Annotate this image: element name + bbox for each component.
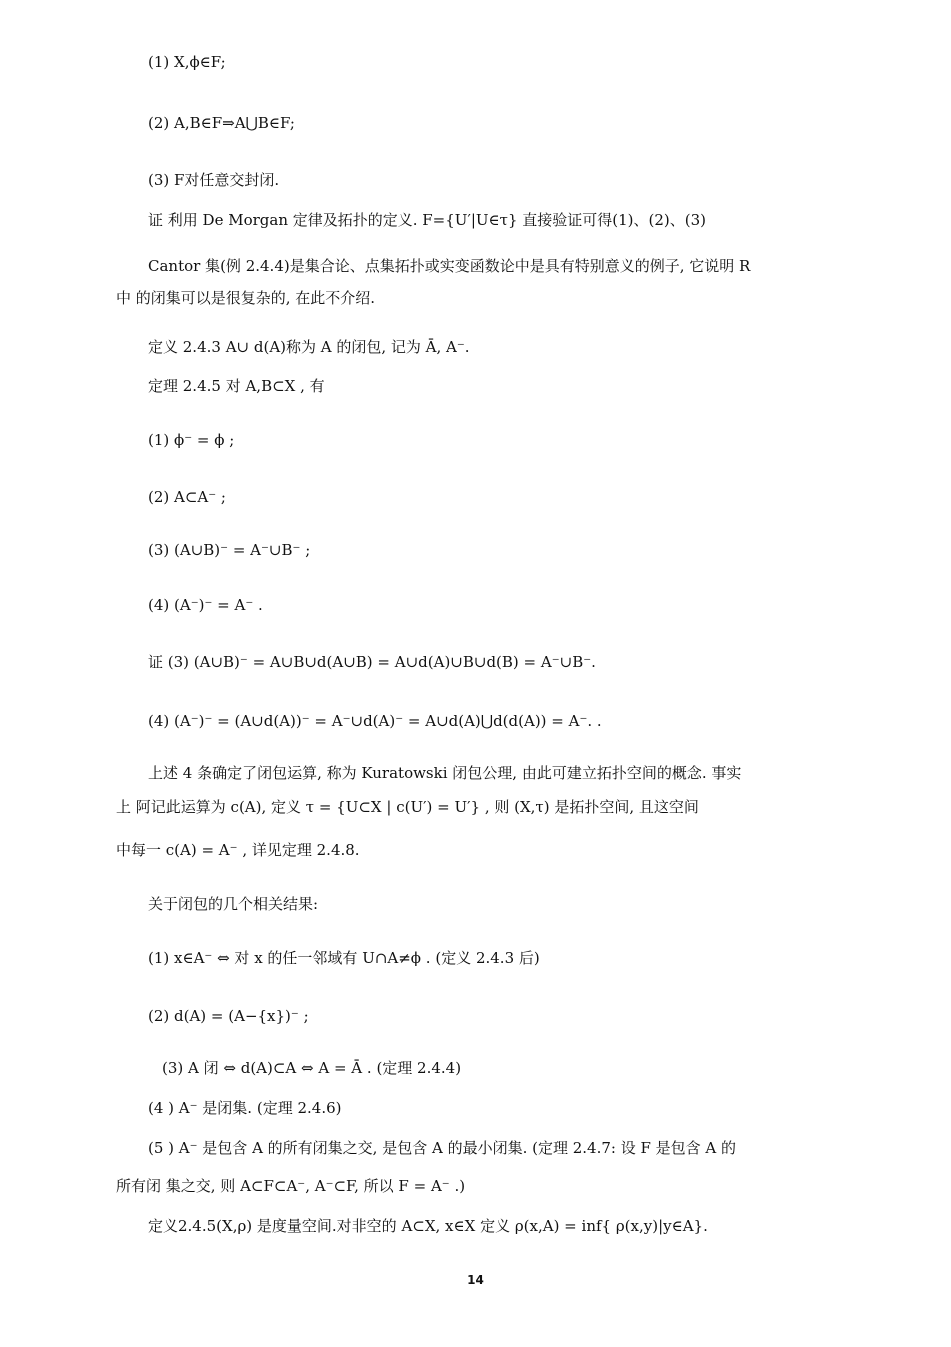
text-line: (3) F对任意交封闭. <box>148 171 280 189</box>
text-line: 证 (3) (A∪B)⁻ = A∪B∪d(A∪B) = A∪d(A)∪B∪d(B) = A⁻∪B⁻. <box>148 653 596 671</box>
text-line: (1) ϕ⁻ = ϕ ; <box>148 431 235 449</box>
text-line: 证 利用 De Morgan 定律及拓扑的定义. F={U′|U∈τ} 直接验证可得(1)、(2)、(3) <box>148 211 706 229</box>
text-line: (3) (A∪B)⁻ = A⁻∪B⁻ ; <box>148 541 311 559</box>
text-line: (4 ) A⁻ 是闭集. (定理 2.4.6) <box>148 1099 342 1117</box>
text-line: (2) A⊂A⁻ ; <box>148 488 226 506</box>
text-line: 定义2.4.5(X,ρ) 是度量空间.对非空的 A⊂X, x∈X 定义 ρ(x,A) = inf{ ρ(x,y)|y∈A}. <box>148 1217 708 1235</box>
text-line: 上述 4 条确定了闭包运算, 称为 Kuratowski 闭包公理, 由此可建立拓扑空间的概念. 事实 <box>148 764 742 782</box>
text-line: 关于闭包的几个相关结果: <box>148 895 319 913</box>
text-line: (2) A,B∈F⇒A⋃B∈F; <box>148 114 295 132</box>
text-line: 定理 2.4.5 对 A,B⊂X , 有 <box>148 377 325 395</box>
page-number: 14 <box>467 1273 484 1287</box>
text-line: (3) A 闭 ⇔ d(A)⊂A ⇔ A = Ā . (定理 2.4.4) <box>162 1059 462 1077</box>
text-line: (1) x∈A⁻ ⇔ 对 x 的任一邻域有 U∩A≠ϕ . (定义 2.4.3 后) <box>148 949 540 967</box>
text-line: (1) X,ϕ∈F; <box>148 53 226 71</box>
text-line: 定义 2.4.3 A∪ d(A)称为 A 的闭包, 记为 Ā, A⁻. <box>148 338 470 356</box>
text-line: 中每一 c(A) = A⁻ , 详见定理 2.4.8. <box>116 841 360 859</box>
text-line: (4) (A⁻)⁻ = A⁻ . <box>148 596 263 614</box>
text-line: Cantor 集(例 2.4.4)是集合论、点集拓扑或实变函数论中是具有特别意义的例子, 它说明 R <box>148 257 751 275</box>
text-line: 所有闭 集之交, 则 A⊂F⊂A⁻, A⁻⊂F, 所以 F = A⁻ .) <box>116 1177 466 1195</box>
text-line: (2) d(A) = (A−{x})⁻ ; <box>148 1007 309 1025</box>
text-line: 上 阿记此运算为 c(A), 定义 τ = {U⊂X | c(U′) = U′} , 则 (X,τ) 是拓扑空间, 且这空间 <box>116 798 699 816</box>
text-line: 中 的闭集可以是很复杂的, 在此不介绍. <box>116 289 376 307</box>
text-line: (5 ) A⁻ 是包含 A 的所有闭集之交, 是包含 A 的最小闭集. (定理 2.4.7: 设 F 是包含 A 的 <box>148 1139 737 1157</box>
text-line: (4) (A⁻)⁻ = (A∪d(A))⁻ = A⁻∪d(A)⁻ = A∪d(A)⋃d(d(A)) = A⁻. . <box>148 712 602 730</box>
